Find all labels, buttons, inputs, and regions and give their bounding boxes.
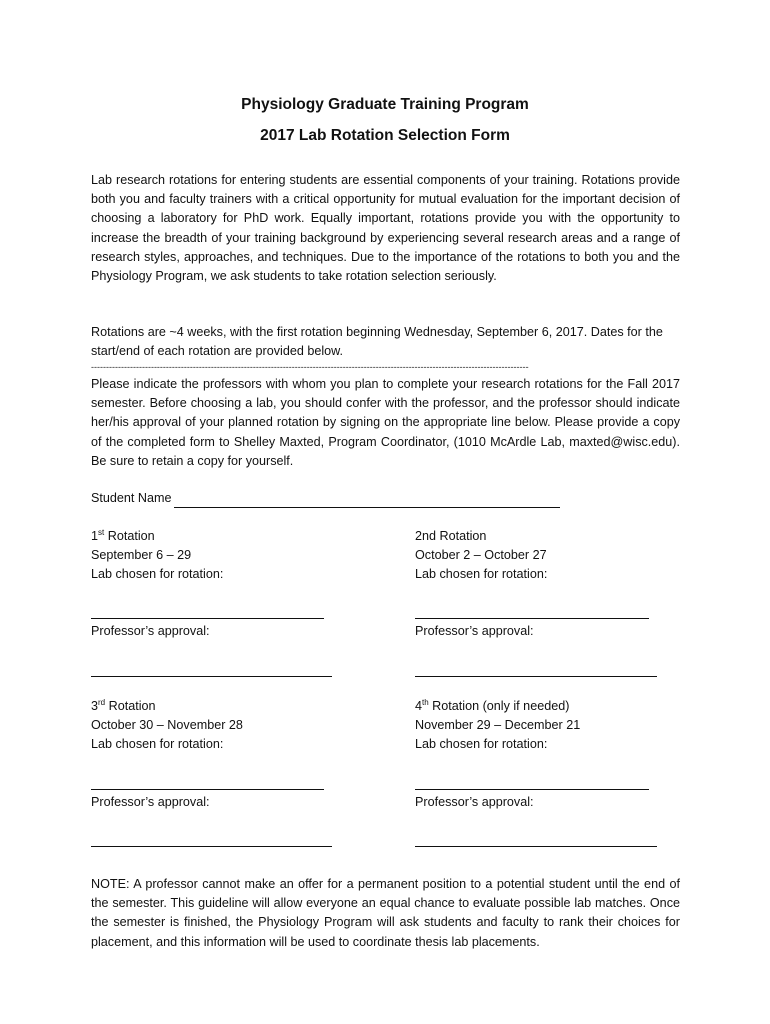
rotation-4-approval-label: Professor’s approval: [415,795,534,809]
rotation-4-lab-line[interactable] [415,789,649,790]
schedule-paragraph: Rotations are ~4 weeks, with the first rotation beginning Wednesday, September 6, 2017. Dates for the start/end of each rotation are provided below. [91,325,663,359]
form-title: 2017 Lab Rotation Selection Form [260,127,510,144]
rotation-2-lab-label: Lab chosen for rotation: [415,567,548,581]
rotation-3-lab-line[interactable] [91,789,324,790]
rotation-2-heading: 2nd Rotation [415,529,487,543]
instructions-paragraph: Please indicate the professors with whom you plan to complete your research rotations for the Fall 2017 semester. Before choosing a lab, you should confer with the professor, and the professor should indicate her/his approval of your planned rotation by signing on the appropriate line below. Please provide a copy of the completed form to Shelley Maxted, Program Coordinator, (1010 McArdle Lab, maxted@wisc.edu). Be sure to retain a copy for yourself. [91,377,680,468]
rotation-3-dates: October 30 – November 28 [91,718,243,732]
intro-paragraph: Lab research rotations for entering students are essential components of your training. Rotations provide both you and faculty trainers with a critical opportunity for mutual evaluation for the important decision of choosing a laboratory for PhD work. Equally important, rotations provide you with the opportunity to increase the breadth of your training background by experiencing several research areas and a range of research styles, approaches, and techniques. Due to the importance of the rotations to both you and the Physiology Program, we ask students to take rotation selection seriously. [91,173,680,284]
rotation-4-dates: November 29 – December 21 [415,718,581,732]
rotation-1-lab-line[interactable] [91,618,324,619]
rotation-3-heading: 3rd Rotation [91,697,156,713]
program-title: Physiology Graduate Training Program [241,96,529,113]
rotation-3-approval-line[interactable] [91,846,332,847]
rotation-4-block [415,697,580,754]
student-name-row [91,489,560,508]
rotation-3-approval-label: Professor’s approval: [91,795,210,809]
rotation-2-approval-label: Professor’s approval: [415,624,534,638]
student-name-field[interactable] [174,492,560,508]
rotation-2-dates: October 2 – October 27 [415,548,547,562]
rotation-1-heading: 1st Rotation [91,527,155,543]
rotation-3-block [91,697,243,754]
rotation-4-lab-label: Lab chosen for rotation: [415,737,548,751]
rotation-4-heading: 4th Rotation (only if needed) [415,697,570,713]
rotation-1-approval-line[interactable] [91,676,332,677]
rotation-4-approval-line[interactable] [415,846,657,847]
rotation-2-block [415,527,547,584]
rotation-1-approval-label: Professor’s approval: [91,624,210,638]
note-paragraph: NOTE: A professor cannot make an offer for a permanent position to a potential student until the end of the semester. This guideline will allow everyone an equal chance to evaluate possible lab matches. Once the semester is finished, the Physiology Program will ask students and faculty to rank their choices for placement, and this information will be used to coordinate thesis lab placements. [91,877,680,949]
rotation-1-dates: September 6 – 29 [91,548,192,562]
rotation-1-lab-label: Lab chosen for rotation: [91,567,224,581]
rotation-1-block [91,527,223,584]
rotation-2-lab-line[interactable] [415,618,649,619]
rotation-2-approval-line[interactable] [415,676,657,677]
student-name-label: Student Name [91,491,172,505]
rotation-3-lab-label: Lab chosen for rotation: [91,737,224,751]
separator-line: -------------------------------------------------------------------------------------------------------------------------------------------------- [91,362,529,372]
